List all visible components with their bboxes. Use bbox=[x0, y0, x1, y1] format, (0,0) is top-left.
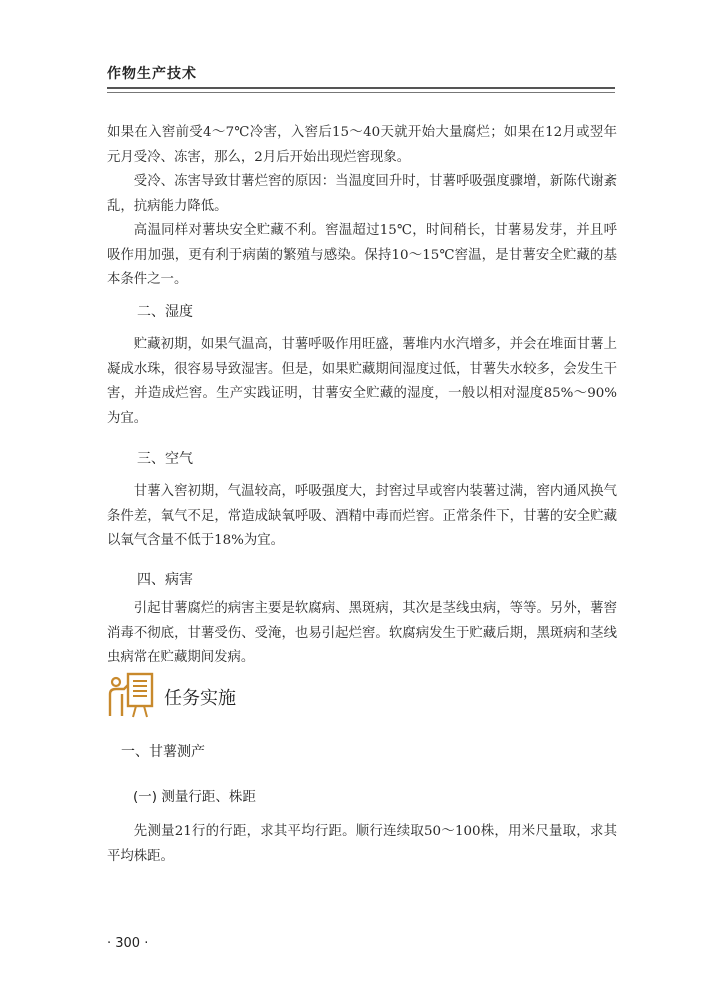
teacher-presenting-board-icon bbox=[106, 670, 156, 724]
paragraph-high-temperature: 高温同样对薯块安全贮藏不利。窖温超过15℃，时间稍长，甘薯易发芽，并且呼吸作用加强，更有利于病菌的繁殖与感染。保持10～15℃窖温，是甘薯安全贮藏的基本条件之一。 bbox=[107, 223, 617, 287]
subheading-row-plant-spacing: (一) 测量行距、株距 bbox=[133, 789, 256, 805]
paragraph-cold-cause: 受冷、冻害导致甘薯烂窖的原因：当温度回升时，甘薯呼吸强度骤增，新陈代谢紊乱，抗病能力降低。 bbox=[107, 174, 617, 214]
paragraph-disease: 引起甘薯腐烂的病害主要是软腐病、黑斑病，其次是茎线虫病，等等。另外，薯窖消毒不彻底，甘薯受伤、受淹，也易引起烂窖。软腐病发生于贮藏后期，黑斑病和茎线虫病常在贮藏期间发病。 bbox=[107, 601, 617, 665]
task-section-title: 任务实施 bbox=[164, 688, 236, 709]
running-head: 作物生产技术 bbox=[107, 66, 197, 82]
paragraph-air: 甘薯入窖初期，气温较高，呼吸强度大，封窖过早或窖内装薯过满，窖内通风换气条件差，氧气不足，常造成缺氧呼吸、酒精中毒而烂窖。正常条件下，甘薯的安全贮藏以氧气含量不低于18%为宜。 bbox=[107, 484, 617, 548]
header-rule-thick bbox=[107, 87, 615, 89]
paragraph-humidity: 贮藏初期，如果气温高，甘薯呼吸作用旺盛，薯堆内水汽增多，并会在堆面甘薯上凝成水珠，很容易导致湿害。但是，如果贮藏期间湿度过低，甘薯失水较多，会发生干害，并造成烂窖。生产实践证明，甘薯安全贮藏的湿度，一般以相对湿度85%～90%为宜。 bbox=[107, 337, 617, 426]
heading-air: 三、空气 bbox=[137, 451, 193, 467]
page-number: · 300 · bbox=[107, 936, 149, 951]
heading-yield-measurement: 一、甘薯测产 bbox=[121, 744, 205, 760]
heading-disease: 四、病害 bbox=[137, 572, 193, 588]
paragraph-cold-damage: 如果在入窖前受4～7℃冷害，入窖后15～40天就开始大量腐烂；如果在12月或翌年元月受冷、冻害，那么，2月后开始出现烂窖现象。 bbox=[107, 125, 617, 165]
heading-humidity: 二、湿度 bbox=[137, 304, 193, 320]
task-section-header bbox=[106, 670, 236, 724]
header-rule-thin bbox=[107, 92, 615, 93]
paragraph-spacing-measurement: 先测量21行的行距，求其平均行距。顺行连续取50～100株，用米尺量取，求其平均株距。 bbox=[107, 824, 617, 864]
